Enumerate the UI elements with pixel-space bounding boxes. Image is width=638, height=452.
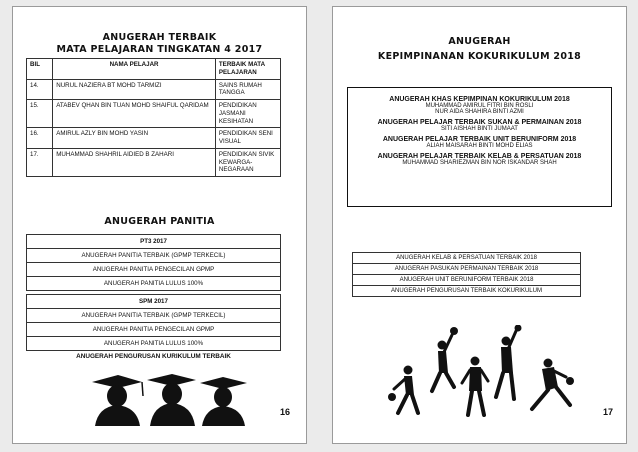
- award-recipient: MUHAMMAD SHARIEZMAN BIN NOR ISKANDAR SHAH: [402, 160, 557, 166]
- row-no: 17.: [27, 148, 53, 176]
- spm-item: ANUGERAH PANITIA TERBAIK (GPMP TERKECIL): [27, 308, 280, 322]
- row-name: MUHAMMAD SHAHRIL AIDIED B ZAHARI: [53, 148, 216, 176]
- award-recipient: ALIAH MAISARAH BINTI MOHD ELIAS: [426, 143, 533, 149]
- list-item: ANUGERAH PASUKAN PERMAINAN TERBAIK 2018: [353, 264, 581, 275]
- col-terbaik: TERBAIK MATA PELAJARAN: [215, 59, 280, 80]
- spm-item: ANUGERAH PANITIA PENGECILAN GPMP: [27, 322, 280, 336]
- table-row: [27, 100, 281, 128]
- row-subject: SAINS RUMAH TANGGA: [215, 79, 280, 100]
- award-title: ANUGERAH PELAJAR TERBAIK UNIT BERUNIFORM 2018: [382, 136, 577, 143]
- graduates-illustration: [90, 374, 250, 426]
- col-nama: NAMA PELAJAR: [53, 59, 216, 80]
- award-title: ANUGERAH KHAS KEPIMPINAN KOKURIKULUM 2018: [389, 96, 570, 103]
- panitia-title: ANUGERAH PANITIA: [104, 216, 215, 227]
- row-subject: PENDIDIKAN SENI VISUAL: [215, 128, 280, 149]
- right-title-1: ANUGERAH: [448, 36, 511, 47]
- athletes-silhouette-illustration: [380, 325, 580, 417]
- kurikulum-award: ANUGERAH PENGURUSAN KURIKULUM TERBAIK: [76, 353, 231, 360]
- table-row: [27, 128, 281, 149]
- leadership-awards-box: [347, 87, 612, 207]
- left-title-2: MATA PELAJARAN TINGKATAN 4 2017: [56, 44, 263, 55]
- col-bil: BIL: [27, 59, 53, 80]
- award-title: ANUGERAH PELAJAR TERBAIK SUKAN & PERMAINAN 2018: [377, 119, 582, 126]
- right-title-2: KEPIMPINANAN KOKURIKULUM 2018: [377, 51, 582, 62]
- list-item: ANUGERAH PENGURUSAN TERBAIK KOKURIKULUM: [353, 286, 581, 297]
- pt3-heading: PT3 2017: [140, 238, 167, 245]
- list-item: ANUGERAH UNIT BERUNIFORM TERBAIK 2018: [353, 275, 581, 286]
- pt3-box: [26, 234, 281, 291]
- row-no: 14.: [27, 79, 53, 100]
- subject-award-table: [26, 58, 281, 177]
- award-recipient: NUR AIDA SHAHIRA BINTI AZMI: [435, 109, 524, 115]
- row-no: 16.: [27, 128, 53, 149]
- left-title-1: ANUGERAH TERBAIK: [102, 32, 217, 43]
- table-header-row: [27, 59, 281, 80]
- club-award-list: [352, 252, 581, 297]
- page-number-16: 16: [280, 407, 291, 417]
- award-title: ANUGERAH PELAJAR TERBAIK KELAB & PERSATUAN 2018: [377, 153, 582, 160]
- list-item: ANUGERAH KELAB & PERSATUAN TERBAIK 2018: [353, 253, 581, 264]
- row-name: AMIRUL AZLY BIN MOHD YASIN: [53, 128, 216, 149]
- spm-heading: SPM 2017: [139, 298, 168, 305]
- pt3-item: ANUGERAH PANITIA TERBAIK (GPMP TERKECIL): [27, 248, 280, 262]
- table-row: [27, 79, 281, 100]
- pt3-item: ANUGERAH PANITIA PENGECILAN GPMP: [27, 262, 280, 276]
- table-row: [27, 148, 281, 176]
- row-name: NURUL NAZIERA BT MOHD TARMIZI: [53, 79, 216, 100]
- pt3-item: ANUGERAH PANITIA LULUS 100%: [27, 276, 280, 290]
- row-no: 15.: [27, 100, 53, 128]
- award-recipient: MUHAMMAD AMIRUL FITRI BIN ROSLI: [425, 103, 534, 109]
- page-number-17: 17: [603, 407, 614, 417]
- spm-box: [26, 294, 281, 351]
- row-name: ATABEV QHAN BIN TUAN MOHD SHAIFUL QARIDAM: [53, 100, 216, 128]
- spm-item: ANUGERAH PANITIA LULUS 100%: [27, 336, 280, 350]
- award-recipient: SITI AISHAH BINTI JUMAAT: [441, 126, 518, 132]
- row-subject: PENDIDIKAN SIVIK KEWARGA-NEGARAAN: [215, 148, 280, 176]
- row-subject: PENDIDIKAN JASMANI KESIHATAN: [215, 100, 280, 128]
